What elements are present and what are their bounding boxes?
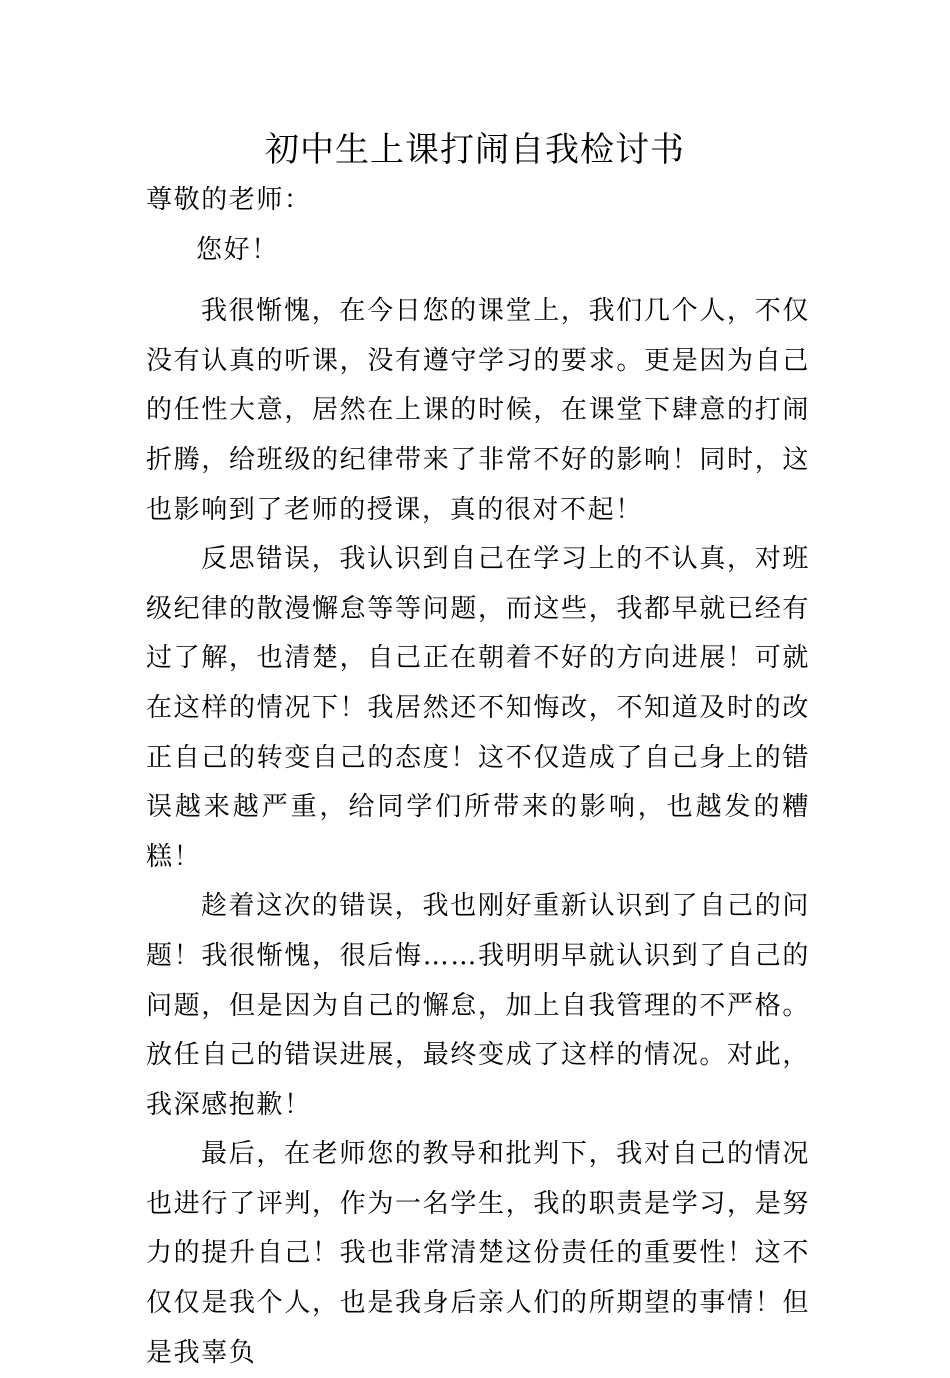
document-title: 初中生上课打闹自我检讨书 [265,130,685,170]
paragraph-1: 我很惭愧，在今日您的课堂上，我们几个人，不仅没有认真的听课，没有遵守学习的要求。更是因为自己的任性大意，居然在上课的时候，在课堂下肆意的打闹折腾，给班级的纪律带来了非常不好的影响！同时，这也影响到了老师的授课，真的很对不起！ [146,296,810,525]
salutation: 尊敬的老师： [146,185,312,215]
paragraph-2: 反思错误，我认识到自己在学习上的不认真，对班级纪律的散漫懈怠等等问题，而这些，我都早就已经有过了解，也清楚，自己正在朝着不好的方向进展！可就在这样的情况下！我居然还不知悔改，不知道及时的改正自己的转变自己的态度！这不仅造成了自己身上的错误越来越严重，给同学们所带来的影响，也越发的糟糕！ [146,544,810,872]
greeting: 您好！ [196,234,279,265]
document-body [146,176,810,1378]
paragraph-3: 趁着这次的错误，我也刚好重新认识到了自己的问题！我很惭愧，很后悔……我明明早就认识到了自己的问题，但是因为自己的懈怠，加上自我管理的不严格。放任自己的错误进展，最终变成了这样的情况。对此，我深感抱歉！ [146,891,810,1120]
paragraph-4: 最后，在老师您的教导和批判下，我对自己的情况也进行了评判，作为一名学生，我的职责是学习，是努力的提升自己！我也非常清楚这份责任的重要性！这不仅仅是我个人，也是我身后亲人们的所期望的事情！但是我辜负 [146,1139,810,1368]
